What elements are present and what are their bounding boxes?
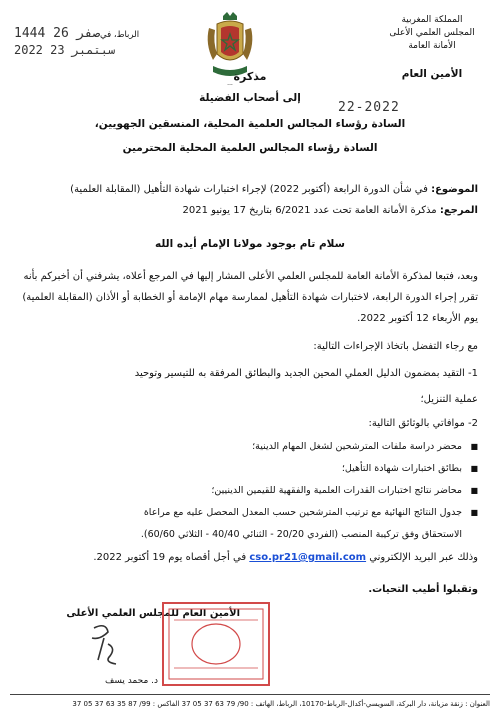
- email-suffix: في أجل أقصاه يوم 19 أكتوبر 2022.: [93, 552, 247, 563]
- place-label: الرباط، في: [100, 30, 140, 40]
- official-stamp: [160, 600, 272, 688]
- body-paragraph-2: مع رجاء التفضل باتخاذ الإجراءات التالية:: [313, 341, 478, 352]
- email-line: [18, 548, 478, 567]
- reference-label: المرجع:: [439, 205, 478, 216]
- svg-text:---: ---: [227, 82, 233, 88]
- header-secretariat: الأمانة العامة: [408, 41, 456, 51]
- header-council: المجلس العلمي الأعلى: [389, 28, 475, 38]
- issuer-header: [372, 14, 492, 53]
- email-prefix: وذلك عبر البريد الإلكتروني: [369, 552, 478, 563]
- list-item: ■ محاضر نتائج اختبارات القدرات العلمية والفقهية للقيمين الدينيين؛: [38, 480, 478, 502]
- gregorian-date: 2022 سبتمبر 23: [14, 43, 116, 57]
- email-link[interactable]: cso.pr21@gmail.com: [249, 552, 367, 563]
- reference-number: 22-2022: [338, 100, 400, 115]
- list-item: ■ محضر دراسة ملفات المترشحين لشغل المهام الدينية؛: [38, 436, 478, 458]
- item-2: 2- موافاتي بالوثائق التالية:: [368, 418, 478, 429]
- item-1-continued: عملية التنزيل؛: [420, 394, 478, 405]
- header-kingdom: المملكة المغربية: [401, 15, 463, 25]
- recipients-line-2: السادة رؤساء المجالس العلمية المحلية المحترمين: [122, 142, 378, 154]
- reference-text: مذكرة الأمانة العامة تحت عدد 6/2021 بتاريخ 17 يونيو 2021: [182, 205, 437, 216]
- handwritten-signature: [86, 618, 126, 668]
- footer-divider: [10, 694, 490, 695]
- subject-line: [18, 180, 478, 199]
- list-item: ■ جدول النتائج النهائية مع ترتيب المترشحين حسب المعدل المحصل عليه مع مراعاة: [38, 502, 478, 524]
- signatory-title: الأمين العام للمجلس العلمي الأعلى: [66, 608, 240, 619]
- greeting: سلام تام بوجود مولانا الإمام أيده الله: [155, 238, 345, 250]
- closing: وتقبلوا أطيب التحيات.: [368, 584, 478, 595]
- item-1: 1- التقيد بمضمون الدليل العملي المحين الجديد والبطائق المرفقة به للتيسير وتوحيد: [134, 368, 478, 379]
- list-item: ■ بطائق اختبارات شهادة التأهيل؛: [38, 458, 478, 480]
- list-item-continued: الاستحقاق وفق تركيبة المنصب (الفردي 20/20 - الثنائي 40/40 - الثلاثي 60/60).: [140, 529, 462, 540]
- recipients-line-1: السادة رؤساء المجالس العلمية المحلية، المنسقين الجهويين،: [94, 118, 406, 130]
- reference-line: [18, 201, 478, 220]
- subject-text: في شأن الدورة الرابعة (أكتوبر 2022) لإجراء اختبارات شهادة التأهيل (المقابلة العلمية): [70, 184, 428, 195]
- signatory-name: د. محمد يسف: [105, 676, 158, 686]
- footer-address: العنوان : زنقة مزيانة، دار البركة، السويسي-أكدال-الرباط-10170، الرباط، الهاتف : 90/ 79 63 37 05 37 الفاكس : 99/ 87 35 63 37 05 37: [72, 700, 490, 708]
- hijri-date: 1444 صفر 26: [14, 26, 101, 41]
- memo-to: إلى أصحاب الفضيلة: [199, 92, 301, 104]
- documents-list: [38, 436, 478, 546]
- secretary-general-label: الأمين العام: [401, 68, 463, 80]
- memo-title: مذكرة: [233, 70, 267, 83]
- subject-label: الموضوع:: [431, 184, 478, 195]
- body-paragraph-1: وبعد، فتبعا لمذكرة الأمانة العامة للمجلس العلمي الأعلى المشار إليها في المرجع أعلاه، يشرفني أن أخبركم بأنه تقرر إجراء الدورة الرابعة، لاختبارات شهادة التأهيل لممارسة مهام الإمامة أو الخطابة أو الأذان (المقابلة العلمية) يوم الأربعاء 12 أكتوبر 2022.: [22, 271, 478, 324]
